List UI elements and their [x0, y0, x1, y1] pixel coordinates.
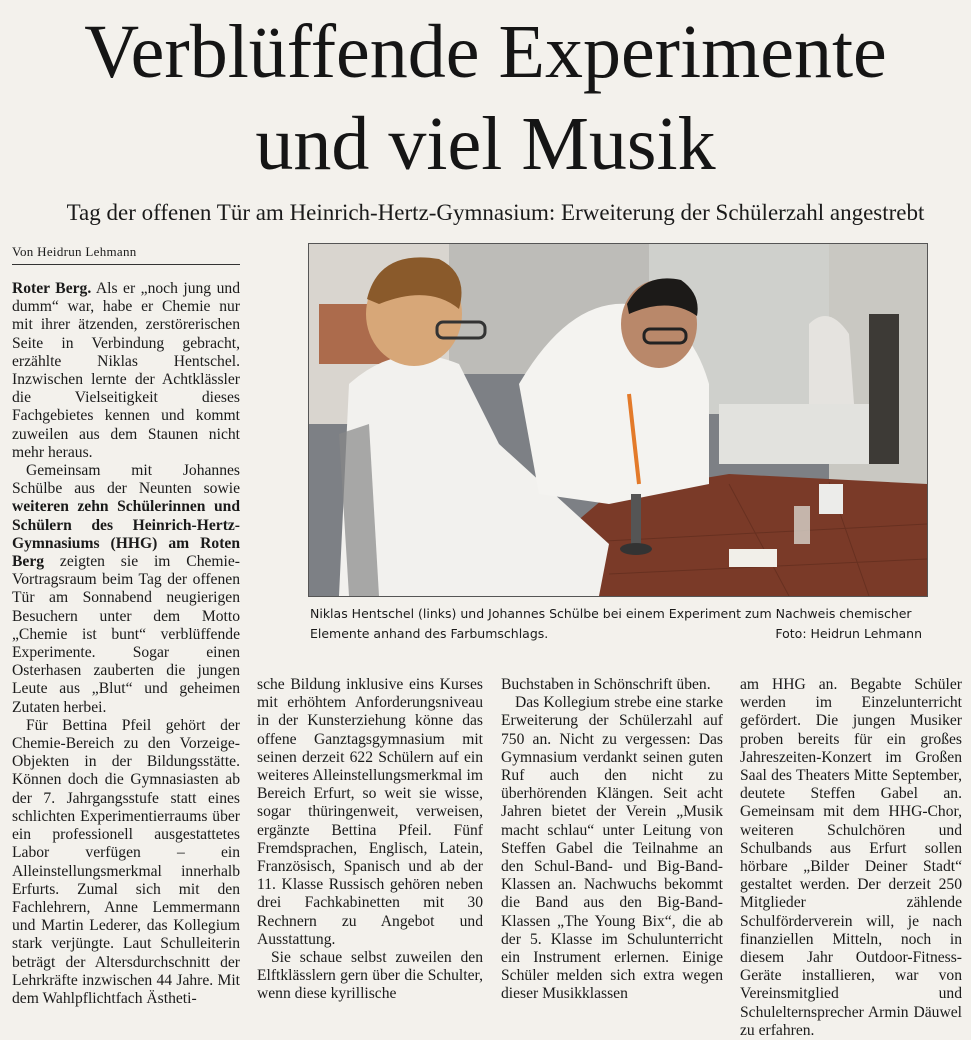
headline [0, 6, 971, 190]
dateline: Roter Berg. [12, 280, 92, 297]
paragraph: Für Bettina Pfeil gehört der Chemie-Bereich zu den Vorzeige-Objekten in der Bildungsstätte. Können doch die Gymnasiasten ab der 7. Jahrgangsstufe statt eines schlichten Experimentierraums über ein professionell ausgestattetes Labor verfügen – ein Alleinstellungsmerkmal innerhalb Erfurts. Zumal sich mit den Fachlehrern, Anne Lemmermann und Martin Lederer, das Kollegium stark verjüngte. Laut Schulleiterin beträgt der Altersdurchschnitt der Lehrkräfte inzwischen 44 Jahre. Mit dem Wahlpflichtfach Ästheti- [12, 716, 240, 1007]
emphasis: weiteren zehn Schülerinnen und Schülern des Heinrich-Hertz-Gymnasiums (HHG) am Roten Berg [12, 498, 240, 571]
caption-text: Niklas Hentschel (links) und Johannes Schülbe bei einem Experiment zum Nachweis chemischer Elemente anhand des Farbumschlags. [310, 606, 912, 641]
lab-photo-illustration [309, 244, 927, 596]
byline: Von Heidrun Lehmann [12, 244, 240, 265]
paragraph: Gemeinsam mit Johannes Schülbe aus der Neunten sowie weiteren zehn Schülerinnen und Schülern des Heinrich-Hertz-Gymnasiums (HHG) am Roten Berg zeigten sie im Chemie-Vortragsraum beim Tag der offenen Tür am Sonnabend neugierigen Besuchern unter dem Motto „Chemie ist bunt“ verblüffende Experimente. Sogar einen Osterhasen zauberten die jungen Leute aus „Blut“ und geheimen Zutaten herbei. [12, 462, 240, 716]
photo-credit: Foto: Heidrun Lehmann [775, 626, 922, 641]
photo-caption [310, 604, 922, 644]
article-column-4 [740, 676, 962, 1040]
paragraph: sche Bildung inklusive eins Kurses mit erhöhtem Anforderungsniveau in der Kunsterziehung könne das offene Ganztagsgymnasium mit seinen derzeit 622 Schülern auf ein weiteres Alleinstellungsmerkmal im Bereich Erfurt, so weit sie wisse, sogar thüringenweit, verweisen, ergänzte Bettina Pfeil. Fünf Fremdsprachen, Englisch, Latein, Französisch, Spanisch und ab der 11. Klasse Russisch gehören neben drei Fachkabinetten mit 30 Rechnern zu Angebot und Ausstattung. [257, 676, 483, 948]
subtitle: Tag der offenen Tür am Heinrich-Hertz-Gymnasium: Erweiterung der Schülerzahl angestrebt [66, 200, 925, 225]
headline-line-1: Verblüffende Experimente [84, 10, 887, 94]
article-photo [308, 243, 928, 597]
paragraph: Roter Berg. Als er „noch jung und dumm“ war, habe er Chemie nur mit ihrer ätzenden, zerstörerischen Seite in Verbindung gebracht, erzählte Niklas Hentschel. Inzwischen lernte der Achtklässler die Vielseitigkeit dieses Fachgebietes kennen und kommt zuweilen aus dem Staunen nicht mehr heraus. [12, 280, 240, 461]
paragraph: Buchstaben in Schönschrift üben. [501, 676, 711, 693]
paragraph: am HHG an. Begabte Schüler werden im Einzelunterricht gefördert. Die jungen Musiker proben bereits für ein großes Jahreszeiten-Konzert im Großen Saal des Theaters Mitte September, deutete Steffen Gabel an. Gemeinsam mit dem HHG-Chor, weiteren Schulchören und Schulbands aus Erfurt sollen hörbare „Bilder Deiner Stadt“ gestaltet werden. Der derzeit 250 Mitglieder zählende Schulförderverein will, je nach finanziellen Mitteln, noch in diesem Jahr Outdoor-Fitness-Geräte installieren, war von Vereinsmitglied und Schulelternsprecher Armin Däuwel zu erfahren. [740, 676, 962, 1039]
headline-line-2: und viel Musik [255, 102, 716, 186]
article-column-1 [12, 280, 240, 1008]
paragraph: Sie schaue selbst zuweilen den Elftklässlern gern über die Schulter, wenn diese kyrillische [257, 949, 483, 1003]
article-column-3 [501, 676, 723, 1004]
paragraph: Das Kollegium strebe eine starke Erweiterung der Schülerzahl auf 750 an. Nicht zu vergessen: Das Gymnasium verdankt seinen guten Ruf auch den nicht zu überhörenden Klängen. Seit acht Jahren bietet der Verein „Musik macht schlau“ unter Leitung von Steffen Gabel die Teilnahme an den Schul-Band- und Big-Band-Klassen an. Nachwuchs bekommt die Band aus den Big-Band-Klassen „The Young Bix“, die ab der 5. Klasse im Schulunterricht ein Instrument erlernen. Einige Schüler melden sich extra wegen dieser Musikklassen [501, 694, 723, 1003]
article-column-2 [257, 676, 483, 1004]
